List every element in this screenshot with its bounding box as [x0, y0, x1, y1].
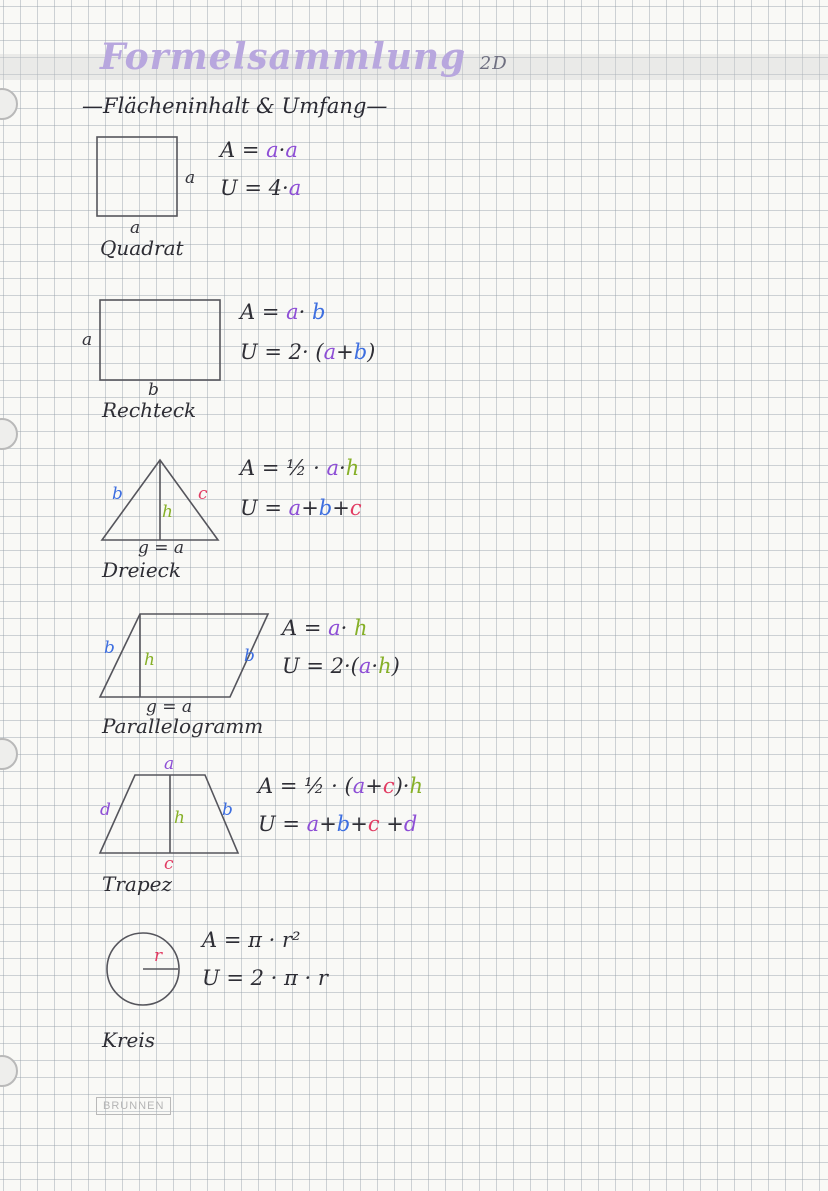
parallelogram-shape	[100, 614, 268, 697]
parallelogram-h-label: h	[144, 650, 155, 670]
section-heading: —Flächeninhalt & Umfang—	[82, 94, 388, 118]
square-area-formula: A = a·a	[220, 138, 298, 162]
title-suffix: 2D	[479, 53, 508, 74]
triangle-perimeter-formula: U = a+b+c	[240, 496, 362, 520]
square-shape	[97, 137, 177, 216]
square-side-right-label: a	[185, 168, 196, 188]
brand-stamp: BRUNNEN	[96, 1097, 171, 1115]
square-perimeter-formula: U = 4·a	[220, 176, 302, 200]
parallelogram-b-right-label: b	[244, 646, 255, 666]
parallelogram-b-left-label: b	[104, 638, 115, 658]
trapezoid-area-formula: A = ½ · (a+c)·h	[258, 774, 424, 798]
title-main: Formelsammlung	[100, 36, 467, 78]
circle-area-formula: A = π · r²	[202, 928, 301, 952]
parallelogram-perimeter-formula: U = 2·(a·h)	[282, 654, 400, 678]
square-name: Quadrat	[100, 236, 184, 260]
rectangle-side-left-label: a	[82, 330, 93, 350]
rectangle-side-bottom-label: b	[148, 380, 159, 400]
trapezoid-d-label: d	[100, 800, 111, 820]
square-side-bottom-label: a	[130, 218, 141, 238]
triangle-b-label: b	[112, 484, 123, 504]
trapezoid-a-label: a	[164, 754, 175, 774]
trapezoid-shape	[100, 775, 238, 853]
parallelogram-name: Parallelogramm	[102, 714, 264, 738]
circle-perimeter-formula: U = 2 · π · r	[202, 966, 328, 990]
trapezoid-c-label: c	[164, 854, 174, 874]
circle-r-label: r	[154, 946, 163, 966]
trapezoid-name: Trapez	[102, 872, 172, 896]
trapezoid-perimeter-formula: U = a+b+c +d	[258, 812, 418, 836]
rectangle-shape	[100, 300, 220, 380]
trapezoid-h-label: h	[174, 808, 185, 828]
parallelogram-area-formula: A = a· h	[282, 616, 368, 640]
rectangle-name: Rechteck	[102, 398, 197, 422]
rectangle-area-formula: A = a· b	[240, 300, 326, 324]
rectangle-perimeter-formula: U = 2· (a+b)	[240, 340, 376, 364]
triangle-c-label: c	[198, 484, 208, 504]
triangle-area-formula: A = ½ · a·h	[240, 456, 360, 480]
circle-name: Kreis	[102, 1028, 155, 1052]
trapezoid-b-label: b	[222, 800, 233, 820]
triangle-base-label: g = a	[138, 538, 185, 558]
triangle-name: Dreieck	[102, 558, 181, 582]
parallelogram-base-label: g = a	[146, 697, 193, 717]
triangle-h-label: h	[162, 502, 173, 522]
